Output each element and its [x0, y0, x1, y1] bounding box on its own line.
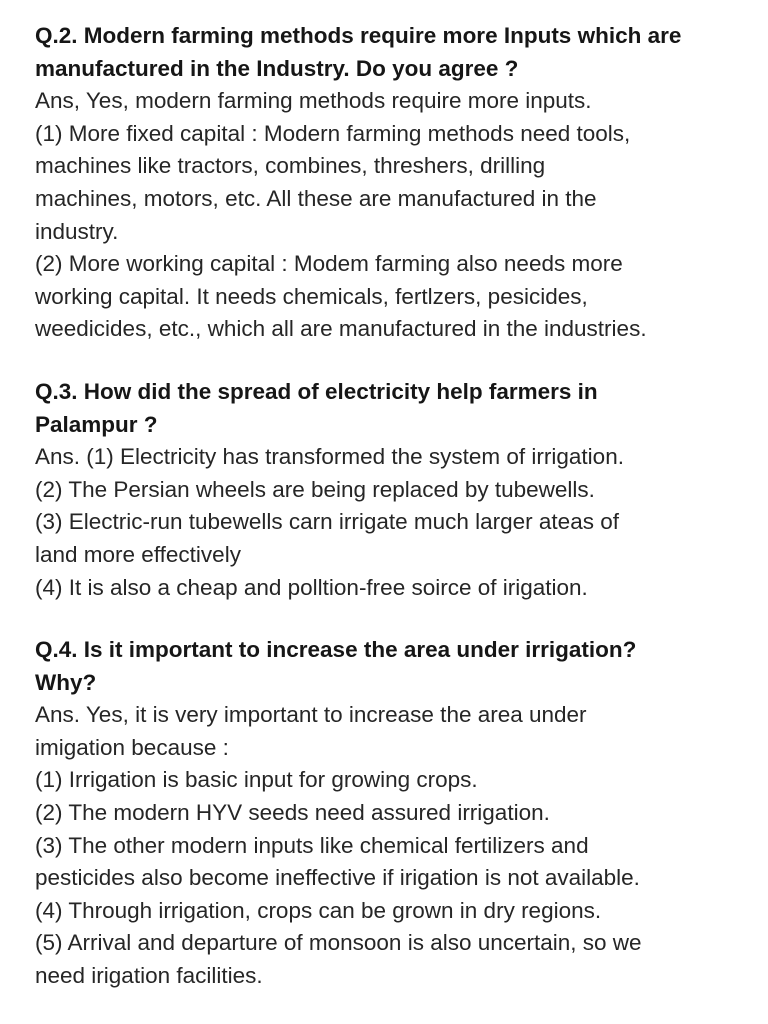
question-block-q3 [35, 376, 768, 604]
answer-line: (4) Through irrigation, crops can be grown in dry regions. [35, 897, 602, 923]
answer-line: machines, motors, etc. All these are manufactured in the [35, 185, 597, 211]
question-line: Q.2. Modern farming methods require more Inputs which are [35, 23, 682, 48]
answer-line: need irigation facilities. [35, 963, 263, 989]
answer-line: Ans, Yes, modern farming methods require more inputs. [35, 88, 592, 114]
answer-line: machines like tractors, combines, threshers, drilling [35, 153, 546, 179]
question-line: Q.3. How did the spread of electricity help farmers in [35, 378, 598, 404]
answer-line: (1) More fixed capital : Modern farming methods need tools, [35, 120, 631, 146]
answer-line: (1) Irrigation is basic input for growing crops. [35, 767, 478, 793]
answer-line: industry. [35, 218, 119, 244]
answer-line: pesticides also become ineffective if irigation is not available. [35, 865, 640, 891]
question-line: Q.4. Is it important to increase the area under irrigation? [35, 637, 637, 663]
question-block-q4 [35, 634, 768, 993]
answer-line: (4) It is also a cheap and polltion-free soirce of irigation. [35, 574, 588, 600]
question-block-q2 [35, 20, 768, 346]
answer-line: Ans. Yes, it is very important to increase the area under [35, 702, 587, 728]
question-line: Palampur ? [35, 411, 158, 437]
answer-line: (2) The Persian wheels are being replaced by tubewells. [35, 476, 595, 502]
answer-line: (3) The other modern inputs like chemical fertilizers and [35, 832, 589, 858]
answer-line: (2) The modern HYV seeds need assured irrigation. [35, 800, 550, 826]
answer-line: (3) Electric-run tubewells carn irrigate much larger ateas of [35, 509, 619, 535]
answer-line: Ans. (1) Electricity has transformed the system of irrigation. [35, 444, 624, 470]
answer-line: (5) Arrival and departure of monsoon is also uncertain, so we [35, 930, 642, 956]
question-line: manufactured in the Industry. Do you agree ? [35, 55, 519, 81]
answer-line: land more effectively [35, 541, 241, 567]
answer-line: imigation because : [35, 734, 229, 760]
answer-line: (2) More working capital : Modem farming also needs more [35, 251, 623, 277]
answer-line: weedicides, etc., which all are manufactured in the industries. [35, 316, 647, 342]
answer-line: working capital. It needs chemicals, fertlzers, pesicides, [35, 283, 588, 309]
question-line: Why? [35, 669, 97, 695]
